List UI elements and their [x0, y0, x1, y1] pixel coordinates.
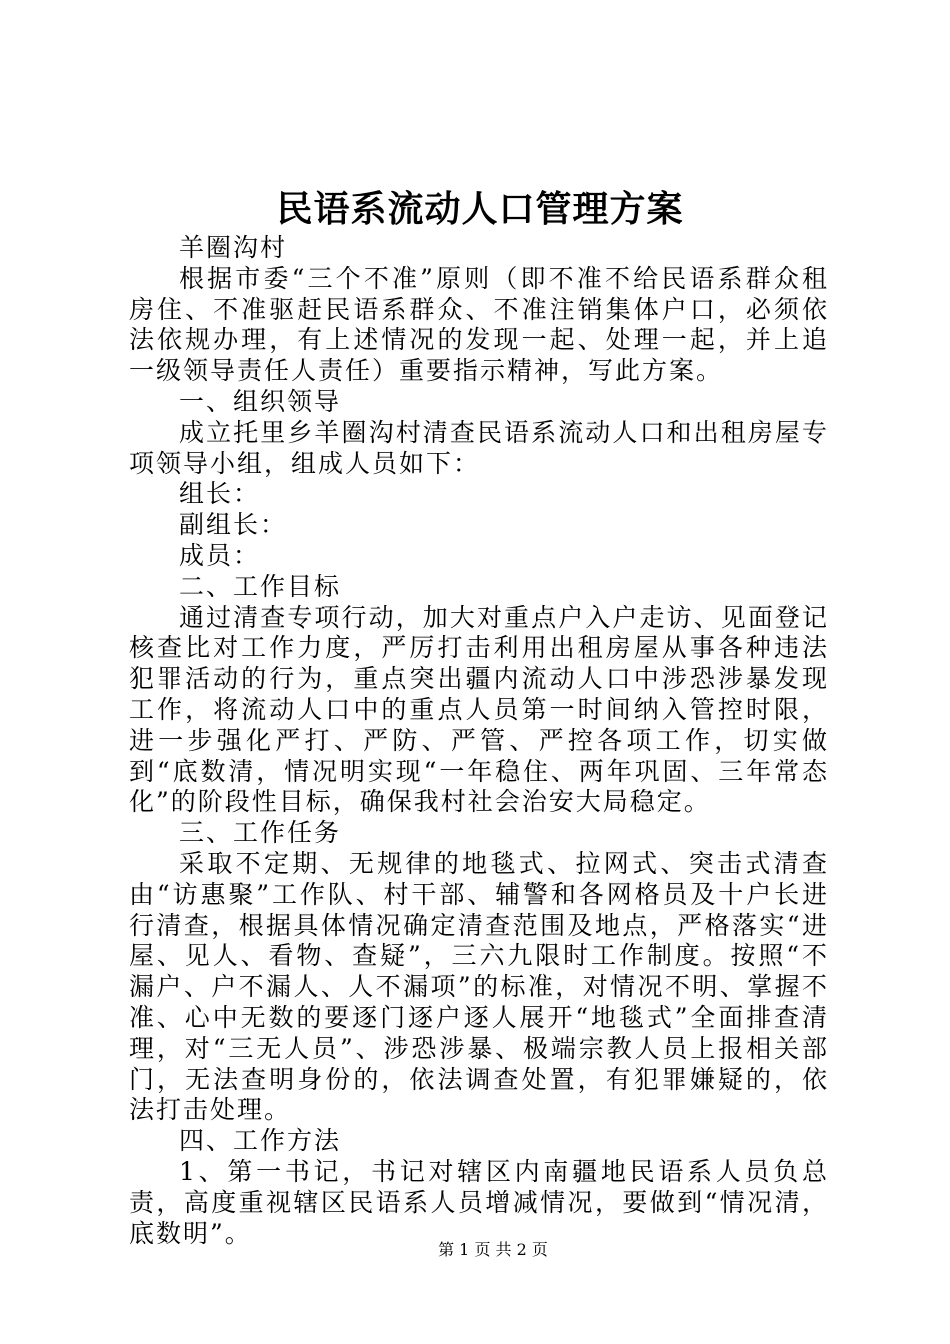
- heading-organization: 一、组织领导: [179, 386, 342, 416]
- paragraph-goals: 通过清查专项行动，加大对重点户入户走访、见面登记核查比对工作力度，严厉打击利用出租房屋从事各种违法犯罪活动的行为，重点突出疆内流动人口中涉恐涉暴发现工作，将流动人口中的重点人员第一时间纳入管控时限，进一步强化严打、严防、严管、严控各项工作，切实做到“底数清，情况明实现“一年稳住、两年巩固、三年常态化”的阶段性目标，确保我村社会治安大局稳定。: [129, 602, 829, 817]
- page-footer: 第 1 页 共 2 页: [438, 1240, 548, 1259]
- field-leader: 组长：: [179, 479, 261, 509]
- paragraph-tasks: 采取不定期、无规律的地毯式、拉网式、突击式清查由“访惠聚”工作队、村干部、辅警和各网格员及十户长进行清查，根据具体情况确定清查范围及地点，严格落实“进屋、见人、看物、查疑”，三六九限时工作制度。按照“不漏户、户不漏人、人不漏项”的标准，对情况不明、掌握不准、心中无数的要逐门逐户逐人展开“地毯式”全面排查清理，对“三无人员”、涉恐涉暴、极端宗教人员上报相关部门，无法查明身份的，依法调查处置，有犯罪嫌疑的，依法打击处理。: [129, 848, 829, 1125]
- paragraph-organization: 成立托里乡羊圈沟村清查民语系流动人口和出租房屋专项领导小组，组成人员如下：: [129, 417, 829, 478]
- field-members: 成员：: [179, 540, 261, 570]
- heading-goals: 二、工作目标: [179, 571, 342, 601]
- field-deputy-leader: 副组长：: [179, 510, 288, 540]
- paragraph-village-name: 羊圈沟村: [179, 233, 288, 262]
- document-body: [129, 233, 829, 1249]
- heading-tasks: 三、工作任务: [179, 818, 342, 848]
- heading-methods: 四、工作方法: [179, 1126, 342, 1156]
- document-title: 民语系流动人口管理方案: [276, 188, 684, 230]
- paragraph-intro: 根据市委“三个不准”原则（即不准不给民语系群众租房住、不准驱赶民语系群众、不准注销集体户口，必须依法依规办理，有上述情况的发现一起、处理一起，并上追一级领导责任人责任）重要指示精神，写此方案。: [129, 263, 829, 386]
- paragraph-method-1: 1、第一书记，书记对辖区内南疆地民语系人员负总责，高度重视辖区民语系人员增减情况，要做到“情况清，底数明”。: [129, 1156, 829, 1248]
